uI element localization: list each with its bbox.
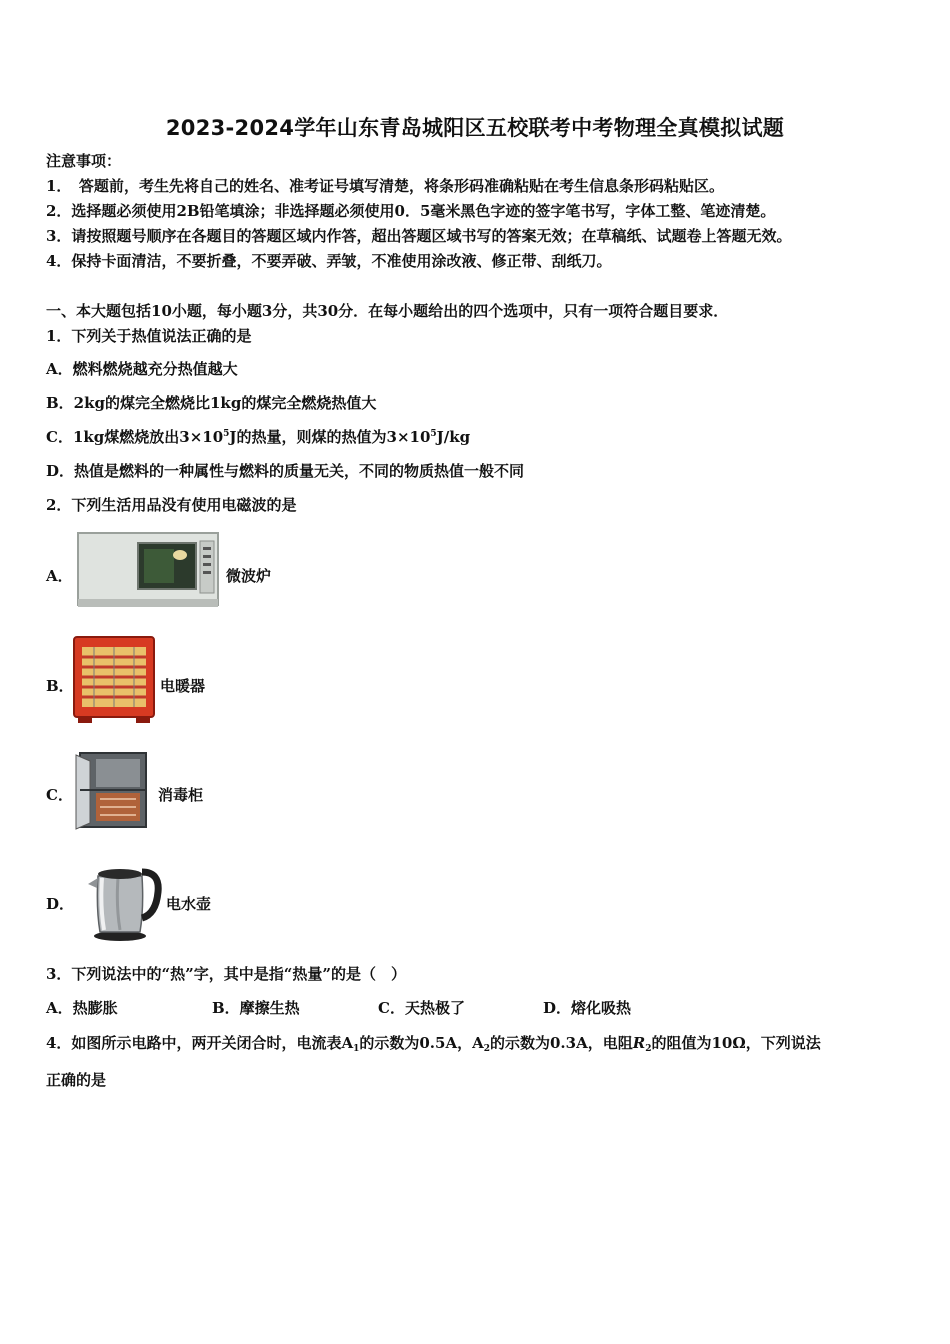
q4-stem: 4．如图所示电路中，两开关闭合时，电流表$A_1$的示数为0.5A，$A_2$的示数为0.3A，电阻$R_2$的阻值为10Ω，下列说法 — [46, 1034, 821, 1054]
notice-item: 3．请按照题号顺序在各题目的答题区域内作答，超出答题区域书写的答案无效；在草稿纸、试题卷上答题无效。 — [46, 227, 792, 245]
notice-item: 4．保持卡面清洁，不要折叠，不要弄破、弄皱，不准使用涂改液、修正带、刮纸刀。 — [46, 252, 612, 270]
q3-option-d: D．熔化吸热 — [543, 999, 632, 1017]
electric-heater-image — [70, 633, 160, 725]
q2-option-d-label: 电水壶 — [166, 895, 212, 913]
q1-stem: 1．下列关于热值说法正确的是 — [46, 327, 252, 345]
q2-option-c-label: 消毒柜 — [158, 786, 204, 804]
q2-stem: 2．下列生活用品没有使用电磁波的是 — [46, 496, 297, 514]
microwave-image — [76, 527, 222, 611]
q1-option-b: B．2kg的煤完全燃烧比1kg的煤完全燃烧热值大 — [46, 394, 377, 412]
notice-item: 1． 答题前，考生先将自己的姓名、准考证号填写清楚，将条形码准确粘贴在考生信息条形码粘贴区。 — [46, 177, 724, 195]
notice-item: 2．选择题必须使用2B铅笔填涂；非选择题必须使用0．5毫米黑色字迹的签字笔书写，字体工整、笔迹清楚。 — [46, 202, 776, 220]
q2-option-a-label: 微波炉 — [226, 567, 272, 585]
q1-option-a: A．燃料燃烧越充分热值越大 — [46, 360, 238, 378]
electric-kettle-image — [88, 858, 164, 942]
q2-option-b-label: 电暖器 — [160, 677, 206, 695]
q2-option-a-letter: A． — [46, 567, 73, 585]
q3-option-b: B．摩擦生热 — [212, 999, 300, 1017]
q3-option-c: C．天热极了 — [378, 999, 465, 1017]
disinfection-cabinet-image — [74, 747, 154, 831]
q2-option-b-letter: B． — [46, 677, 74, 695]
q2-option-c-letter: C． — [46, 786, 73, 804]
q2-option-d-letter: D． — [46, 895, 75, 913]
q4-stem-continued: 正确的是 — [46, 1071, 107, 1089]
q1-option-c: C．1kg煤燃烧放出$3\times 10^5J$的热量，则煤的热值为$3\times 10^5J/kg$ — [46, 428, 471, 446]
notice-heading: 注意事项： — [46, 152, 122, 170]
q1-option-d: D．热值是燃料的一种属性与燃料的质量无关，不同的物质热值一般不同 — [46, 462, 525, 480]
q3-stem: 3．下列说法中的“热”字，其中是指“热量”的是（ ） — [46, 965, 406, 983]
page-title: 2023-2024学年山东青岛城阳区五校联考中考物理全真模拟试题 — [165, 116, 785, 140]
section-heading: 一、本大题包括10小题，每小题3分，共30分．在每小题给出的四个选项中，只有一项符合题目要求． — [46, 302, 729, 320]
q3-option-a: A．热膨胀 — [46, 999, 118, 1017]
